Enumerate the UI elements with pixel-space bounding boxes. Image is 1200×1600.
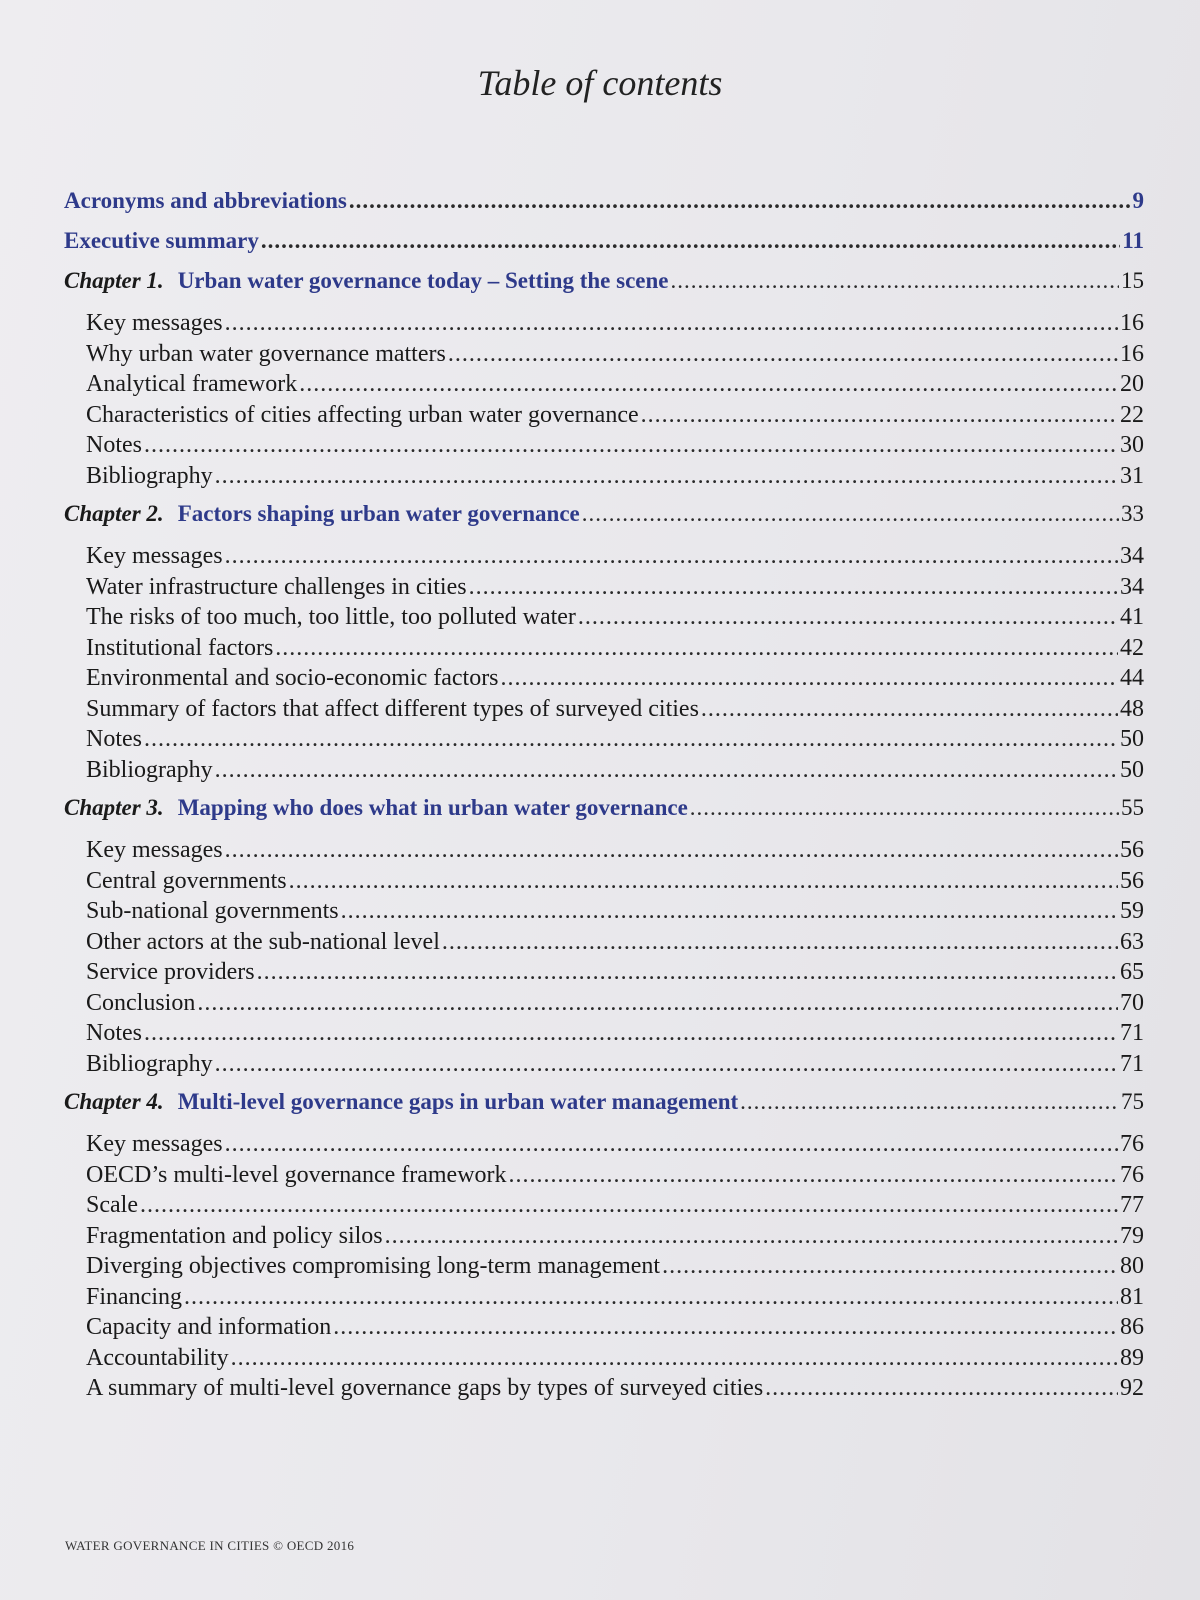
- chapter-title: Factors shaping urban water governance: [177, 501, 580, 526]
- toc-page-number: 20: [1120, 371, 1144, 397]
- toc-entry-executive-summary[interactable]: [64, 228, 1144, 254]
- toc-page-number: 44: [1120, 665, 1144, 691]
- chapter-title: Mapping who does what in urban water governance: [177, 795, 688, 820]
- toc-page-number: 11: [1122, 228, 1144, 253]
- section-label: Sub-national governments: [86, 898, 339, 924]
- dot-leader: [184, 1282, 1118, 1313]
- toc-page-number: 71: [1120, 1020, 1144, 1046]
- toc-section-item[interactable]: [86, 308, 1144, 339]
- section-label: Key messages: [86, 310, 223, 336]
- section-label: Financing: [86, 1283, 182, 1310]
- dot-leader: [582, 501, 1119, 527]
- section-label: Service providers: [86, 959, 255, 985]
- dot-leader: [662, 1251, 1118, 1282]
- section-label: Characteristics of cities affecting urban water governance: [86, 401, 639, 428]
- toc-page-number: 31: [1120, 462, 1144, 489]
- toc-section-item[interactable]: [86, 1049, 1144, 1080]
- dot-leader: [215, 755, 1118, 786]
- section-label: Water infrastructure challenges in cities: [86, 573, 467, 600]
- toc-section-item[interactable]: [86, 430, 1144, 461]
- dot-leader: [349, 188, 1131, 214]
- dot-leader: [215, 1049, 1118, 1080]
- toc-page-number: 59: [1120, 898, 1144, 924]
- toc-page-number: 42: [1120, 634, 1144, 661]
- section-label: Notes: [86, 1020, 142, 1046]
- section-label: Key messages: [86, 543, 223, 569]
- toc-page-number: 41: [1120, 604, 1144, 630]
- toc-page-number: 50: [1120, 756, 1144, 783]
- dot-leader: [144, 1018, 1118, 1049]
- section-label: Key messages: [86, 1131, 223, 1157]
- toc-section-item[interactable]: [86, 694, 1144, 725]
- toc-page-number: 77: [1120, 1192, 1144, 1218]
- chapter-1-sections: [64, 308, 1144, 491]
- toc-section-item[interactable]: [86, 835, 1144, 866]
- section-label: Why urban water governance matters: [86, 340, 446, 367]
- toc-section-item[interactable]: [86, 1160, 1144, 1191]
- chapter-number: Chapter 1.: [64, 268, 164, 293]
- table-of-contents: [64, 188, 1144, 1414]
- toc-entry-label: Executive summary: [64, 228, 259, 253]
- section-label: Other actors at the sub-national level: [86, 928, 440, 955]
- toc-page-number: 34: [1120, 573, 1144, 600]
- toc-section-item[interactable]: [86, 339, 1144, 370]
- toc-section-item[interactable]: [86, 1312, 1144, 1343]
- toc-section-item[interactable]: [86, 400, 1144, 431]
- toc-page-number: 76: [1120, 1161, 1144, 1188]
- toc-page-number: 65: [1120, 959, 1144, 985]
- chapter-2-sections: [64, 541, 1144, 785]
- dot-leader: [578, 602, 1118, 633]
- toc-section-item[interactable]: [86, 866, 1144, 897]
- chapter-title: Urban water governance today – Setting the scene: [177, 268, 669, 293]
- section-label: The risks of too much, too little, too polluted water: [86, 604, 576, 630]
- toc-page-number: 9: [1132, 188, 1144, 213]
- section-label: A summary of multi-level governance gaps by types of surveyed cities: [86, 1375, 764, 1401]
- dot-leader: [144, 724, 1118, 755]
- dot-leader: [690, 795, 1119, 821]
- section-label: Fragmentation and policy silos: [86, 1222, 383, 1249]
- chapter-3-sections: [64, 835, 1144, 1079]
- dot-leader: [740, 1089, 1119, 1115]
- toc-section-item[interactable]: [86, 633, 1144, 664]
- toc-section-item[interactable]: [86, 1190, 1144, 1221]
- toc-chapter-1[interactable]: [64, 268, 1144, 294]
- section-label: Institutional factors: [86, 634, 274, 661]
- dot-leader: [765, 1373, 1118, 1404]
- toc-page-number: 76: [1120, 1131, 1144, 1157]
- toc-page-number: 89: [1120, 1344, 1144, 1371]
- dot-leader: [225, 308, 1118, 339]
- toc-entry-acronyms[interactable]: [64, 188, 1144, 214]
- page-title: Table of contents: [477, 63, 723, 103]
- dot-leader: [509, 1160, 1118, 1191]
- toc-section-item[interactable]: [86, 896, 1144, 927]
- chapter-number: Chapter 3.: [64, 795, 164, 820]
- chapter-number: Chapter 4.: [64, 1089, 164, 1114]
- dot-leader: [289, 866, 1118, 897]
- toc-page-number: 81: [1120, 1283, 1144, 1310]
- section-label: Scale: [86, 1192, 138, 1218]
- toc-section-item[interactable]: [86, 461, 1144, 492]
- dot-leader: [197, 988, 1118, 1019]
- toc-section-item[interactable]: [86, 927, 1144, 958]
- toc-page-number: 48: [1120, 695, 1144, 722]
- toc-page-number: 79: [1120, 1222, 1144, 1249]
- dot-leader: [140, 1190, 1118, 1221]
- section-label: Environmental and socio-economic factors: [86, 665, 499, 691]
- dot-leader: [641, 400, 1118, 431]
- dot-leader: [144, 430, 1118, 461]
- toc-page-number: 33: [1121, 501, 1144, 526]
- dot-leader: [225, 541, 1118, 572]
- toc-page-number: 70: [1120, 989, 1144, 1016]
- toc-page-number: 22: [1120, 401, 1144, 428]
- section-label: Bibliography: [86, 756, 213, 783]
- toc-section-item[interactable]: [86, 1018, 1144, 1049]
- toc-page-number: 92: [1120, 1375, 1144, 1401]
- dot-leader: [442, 927, 1118, 958]
- toc-page-number: 55: [1121, 795, 1144, 820]
- section-label: Key messages: [86, 837, 223, 863]
- page-footer: WATER GOVERNANCE IN CITIES © OECD 2016: [65, 1538, 355, 1553]
- dot-leader: [469, 572, 1118, 603]
- section-label: Diverging objectives compromising long-term management: [86, 1253, 661, 1279]
- toc-page-number: 63: [1120, 928, 1144, 955]
- section-label: Bibliography: [86, 462, 213, 489]
- toc-section-item[interactable]: [86, 988, 1144, 1019]
- section-label: Summary of factors that affect different types of surveyed cities: [86, 695, 699, 722]
- toc-entry-label: Acronyms and abbreviations: [64, 188, 347, 213]
- dot-leader: [299, 369, 1118, 400]
- toc-page-number: 15: [1121, 268, 1144, 293]
- dot-leader: [501, 663, 1118, 694]
- dot-leader: [341, 896, 1118, 927]
- toc-page-number: 86: [1120, 1314, 1144, 1340]
- section-label: Capacity and information: [86, 1314, 332, 1340]
- toc-section-item[interactable]: [86, 663, 1144, 694]
- toc-page-number: 56: [1120, 867, 1144, 894]
- section-label: Bibliography: [86, 1050, 213, 1077]
- toc-page-number: 34: [1120, 543, 1144, 569]
- toc-section-item[interactable]: [86, 957, 1144, 988]
- dot-leader: [333, 1312, 1118, 1343]
- chapter-title: Multi-level governance gaps in urban water management: [177, 1089, 739, 1114]
- section-label: Analytical framework: [86, 371, 298, 397]
- dot-leader: [257, 957, 1118, 988]
- dot-leader: [275, 633, 1118, 664]
- dot-leader: [215, 461, 1118, 492]
- dot-leader: [261, 228, 1120, 254]
- toc-page-number: 16: [1120, 340, 1144, 367]
- dot-leader: [385, 1221, 1118, 1252]
- section-label: Notes: [86, 432, 142, 458]
- section-label: Central governments: [86, 867, 287, 894]
- toc-section-item[interactable]: [86, 1373, 1144, 1404]
- toc-section-item[interactable]: [86, 1129, 1144, 1160]
- toc-section-item[interactable]: [86, 602, 1144, 633]
- chapter-4-sections: [64, 1129, 1144, 1404]
- toc-section-item[interactable]: [86, 541, 1144, 572]
- toc-section-item[interactable]: [86, 1221, 1144, 1252]
- dot-leader: [671, 268, 1119, 294]
- dot-leader: [701, 694, 1118, 725]
- toc-section-item[interactable]: [86, 369, 1144, 400]
- section-label: Notes: [86, 726, 142, 752]
- toc-chapter-4[interactable]: [64, 1089, 1144, 1115]
- section-label: Conclusion: [86, 989, 196, 1016]
- toc-section-item[interactable]: [86, 724, 1144, 755]
- dot-leader: [231, 1343, 1118, 1374]
- toc-section-item[interactable]: [86, 572, 1144, 603]
- chapter-number: Chapter 2.: [64, 501, 164, 526]
- toc-page-number: 16: [1120, 310, 1144, 336]
- dot-leader: [225, 1129, 1118, 1160]
- toc-page-number: 71: [1120, 1050, 1144, 1077]
- toc-chapter-2[interactable]: [64, 501, 1144, 527]
- toc-page-number: 50: [1120, 726, 1144, 752]
- toc-page-number: 80: [1120, 1253, 1144, 1279]
- dot-leader: [225, 835, 1118, 866]
- section-label: Accountability: [86, 1344, 229, 1371]
- toc-section-item[interactable]: [86, 1282, 1144, 1313]
- toc-page-number: 56: [1120, 837, 1144, 863]
- toc-section-item[interactable]: [86, 755, 1144, 786]
- toc-page-number: 30: [1120, 432, 1144, 458]
- toc-section-item[interactable]: [86, 1343, 1144, 1374]
- dot-leader: [448, 339, 1118, 370]
- toc-page-number: 75: [1121, 1089, 1144, 1114]
- toc-section-item[interactable]: [86, 1251, 1144, 1282]
- section-label: OECD’s multi-level governance framework: [86, 1161, 507, 1188]
- toc-chapter-3[interactable]: [64, 795, 1144, 821]
